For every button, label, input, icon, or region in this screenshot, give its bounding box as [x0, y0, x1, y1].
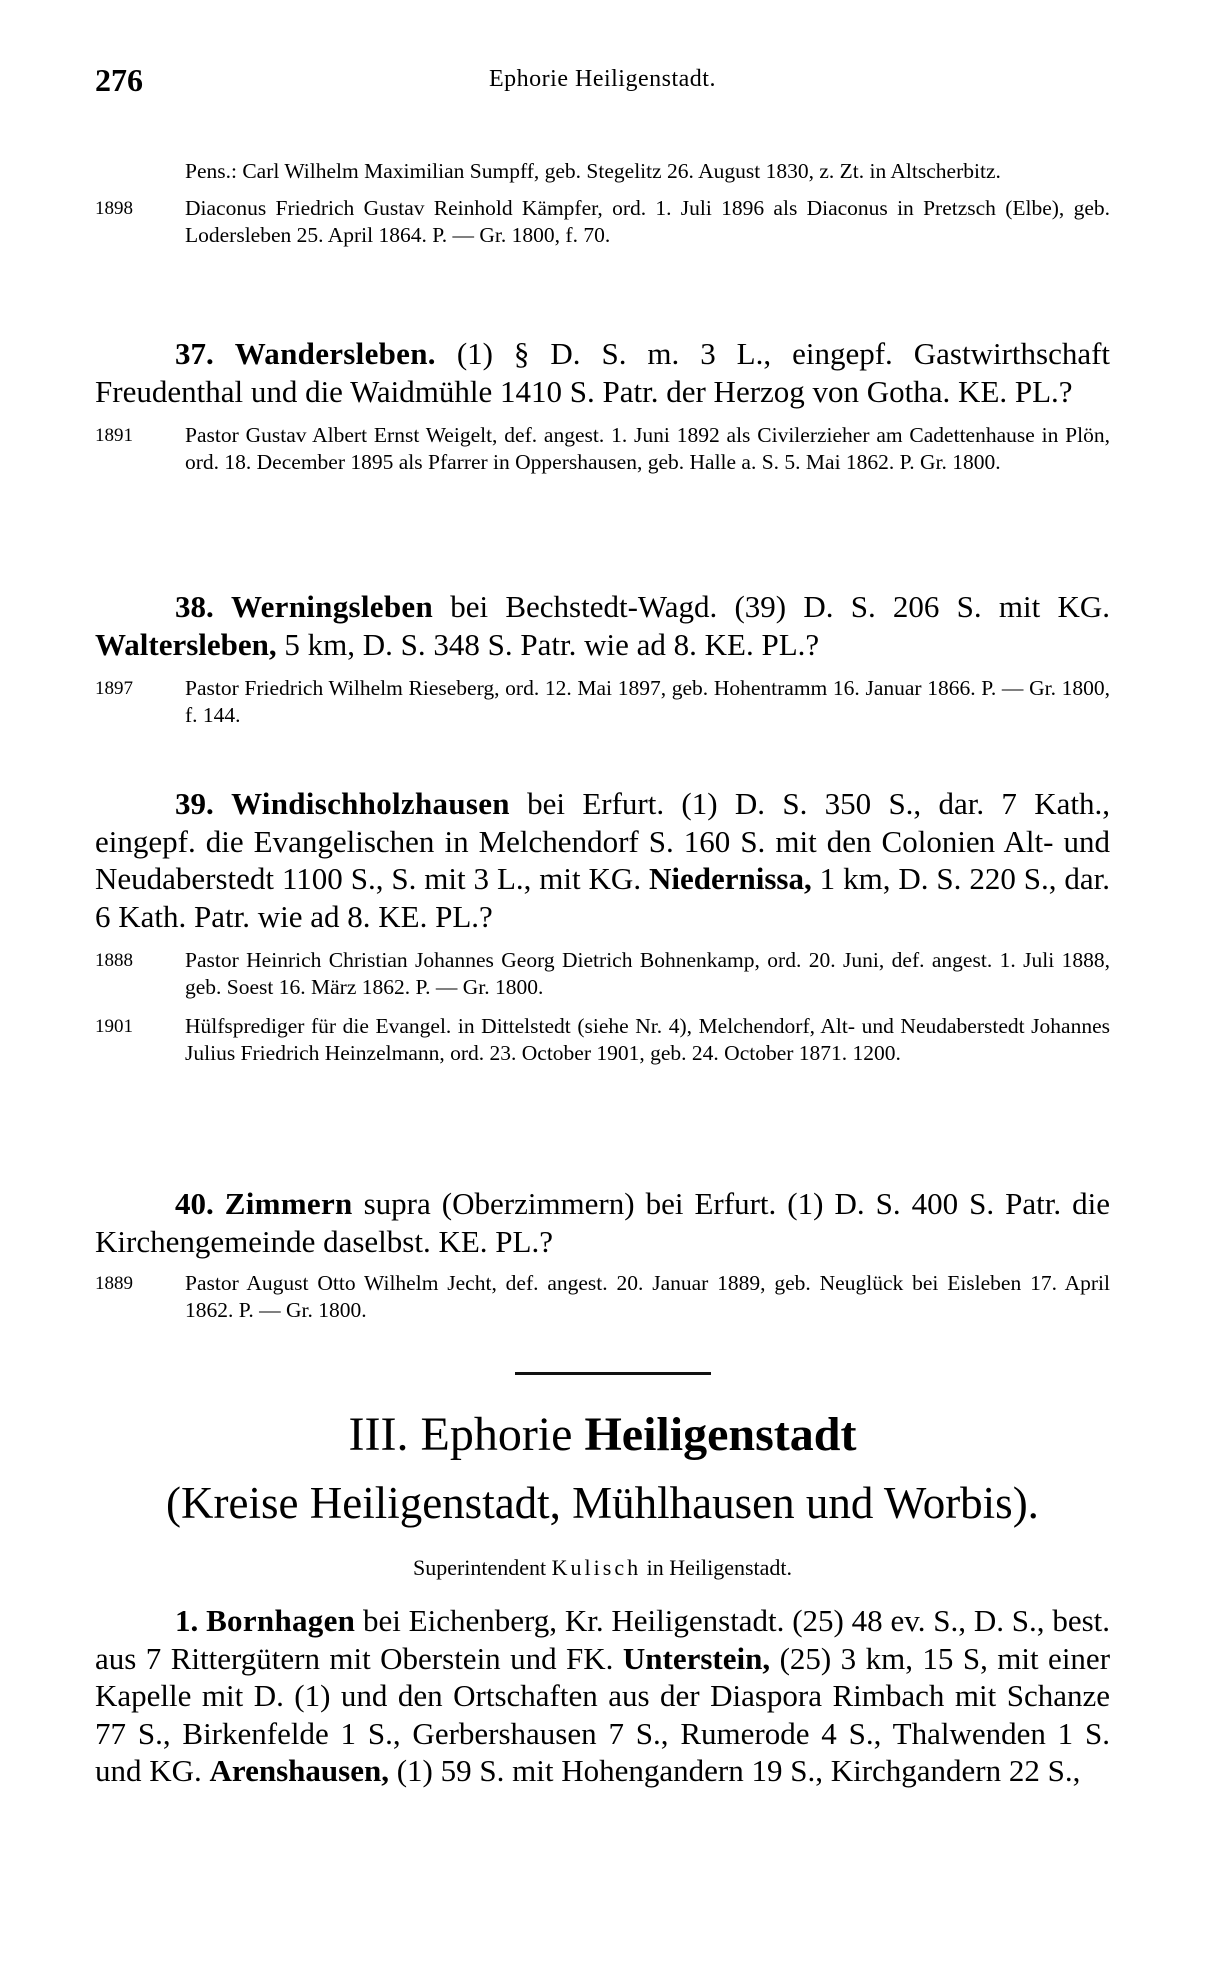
entry-text: (1) § D. S. m. 3 L., eingepf. Gastwirthschaft Freudenthal und die Waidmühle 1410 S. Patr. der Herzog von Gotha. KE. PL.?	[95, 336, 1111, 409]
running-head	[95, 62, 1110, 102]
note-year: 1901	[95, 1016, 133, 1037]
note-text: Diaconus Friedrich Gustav Reinhold Kämpfer, ord. 1. Juli 1896 als Diaconus in Pretzsch (Elbe), geb. Lodersleben 25. April 1864. P. — Gr. 1800, f. 70.	[185, 196, 1110, 247]
entry-38-werningsleben	[95, 588, 1110, 729]
entry-39-windischholzhausen	[95, 785, 1110, 1067]
entry-number: 1.	[175, 1603, 199, 1638]
section-title-emphasis: Heiligenstadt	[584, 1408, 857, 1461]
entry-number: 38.	[175, 589, 214, 624]
section-heading	[95, 1405, 1110, 1465]
note-year: 1889	[95, 1273, 133, 1294]
sub-place-name: Unterstein,	[622, 1640, 771, 1676]
entry-1-bornhagen	[95, 1602, 1110, 1790]
place-name: Windischholzhausen	[231, 786, 510, 821]
entry-description	[95, 335, 1110, 410]
pastor-note	[95, 1270, 1110, 1324]
place-name: Werningsleben	[231, 589, 433, 624]
note-year: 1888	[95, 950, 133, 971]
entry-text: 5 km, D. S. 348 S. Patr. wie ad 8. KE. PL.?	[284, 626, 820, 662]
entry-text: bei Erfurt. (1) D. S. 350 S., dar. 7 Kath., eingepf. die Evangelischen in Melchendorf S. 160 S. mit den Colonien Alt- und Neudaberstedt 1100 S., S. mit 3 L., mit KG.	[95, 786, 1110, 896]
superintendent-suffix: in Heiligenstadt.	[646, 1555, 793, 1580]
section-title-plain: Ephorie	[420, 1408, 573, 1461]
note-text: Pastor Friedrich Wilhelm Rieseberg, ord. 12. Mai 1897, geb. Hohentramm 16. Januar 1866. P. — Gr. 1800, f. 144.	[185, 676, 1110, 727]
page-number: 276	[95, 62, 143, 98]
superintendent-line	[95, 1555, 1110, 1581]
place-name: Wandersleben.	[234, 336, 436, 371]
sub-place-name: Niedernissa,	[649, 861, 812, 896]
section-subtitle: (Kreise Heiligenstadt, Mühlhausen und Worbis).	[166, 1478, 1039, 1528]
note-text: Hülfsprediger für die Evangel. in Dittelstedt (siehe Nr. 4), Melchendorf, Alt- und Neudaberstedt Johannes Julius Friedrich Heinzelmann, ord. 23. October 1901, geb. 24. October 1871. 1200.	[185, 1014, 1110, 1065]
entry-text: bei Eichenberg, Kr. Heiligenstadt. (25) 48 ev. S., D. S., best. aus 7 Rittergütern mit Oberstein und FK.	[95, 1603, 1111, 1676]
pastor-note	[95, 947, 1110, 1001]
entry-description	[95, 1185, 1110, 1260]
entry-number: 40.	[175, 1186, 214, 1221]
note-text: Pastor Heinrich Christian Johannes Georg Dietrich Bohnenkamp, ord. 20. Juni, def. angest. 1. Juli 1888, geb. Soest 16. März 1862. P. — Gr. 1800.	[185, 948, 1110, 999]
section-numeral: III.	[348, 1408, 409, 1461]
entry-text: supra (Oberzimmern) bei Erfurt. (1) D. S. 400 S. Patr. die Kirchengemeinde daselbst. KE. PL.?	[95, 1186, 1111, 1259]
entry-number: 39.	[175, 786, 214, 821]
pastor-note	[95, 195, 1110, 249]
entry-number: 37.	[175, 336, 214, 371]
place-name: Bornhagen	[206, 1603, 356, 1638]
running-title: Ephorie Heiligenstadt.	[489, 66, 716, 92]
entry-description	[95, 1602, 1110, 1790]
entry-text: (1) 59 S. mit Hohengandern 19 S., Kirchgandern 22 S.,	[396, 1753, 1081, 1788]
entry-37-wandersleben	[95, 335, 1110, 476]
place-name: Zimmern	[224, 1186, 353, 1221]
entry-40-zimmern	[95, 1185, 1110, 1324]
entry-text: (25) 3 km, 15 S, mit einer Kapelle mit D. (1) und den Ortschaften aus der Diaspora Rimbach mit Schanze 77 S., Birkenfelde 1 S., Gerbershausen 7 S., Rumerode 4 S., Thalwenden 1 S. und KG.	[95, 1640, 1111, 1788]
entry-continuation	[95, 158, 1110, 249]
pastor-note	[95, 422, 1110, 476]
note-year: 1891	[95, 425, 133, 446]
sub-place-name: Waltersleben,	[95, 626, 277, 662]
entry-description	[95, 588, 1110, 663]
note-year: 1898	[95, 198, 133, 219]
sub-place-name: Arenshausen,	[209, 1753, 389, 1788]
note-text: Pastor August Otto Wilhelm Jecht, def. angest. 20. Januar 1889, geb. Neuglück bei Eisleben 17. April 1862. P. — Gr. 1800.	[185, 1271, 1110, 1322]
superintendent-name: Kulisch	[551, 1555, 642, 1580]
entry-description	[95, 785, 1110, 935]
note-year: 1897	[95, 678, 133, 699]
note-text: Pastor Gustav Albert Ernst Weigelt, def. angest. 1. Juni 1892 als Civilerzieher am Cadettenhause in Plön, ord. 18. December 1895 als Pfarrer in Oppershausen, geb. Halle a. S. 5. Mai 1862. P. Gr. 1800.	[185, 423, 1110, 474]
superintendent-prefix: Superintendent	[412, 1555, 547, 1580]
pastor-note	[95, 158, 1110, 185]
pastor-note	[95, 1013, 1110, 1067]
note-text: Pens.: Carl Wilhelm Maximilian Sumpff, geb. Stegelitz 26. August 1830, z. Zt. in Altscherbitz.	[185, 159, 1001, 183]
entry-text: bei Bechstedt-Wagd. (39) D. S. 206 S. mit KG.	[450, 589, 1111, 624]
entry-text: 1 km, D. S. 220 S., dar. 6 Kath. Patr. wie ad 8. KE. PL.?	[95, 861, 1111, 934]
section-divider	[515, 1372, 711, 1375]
pastor-note	[95, 675, 1110, 729]
